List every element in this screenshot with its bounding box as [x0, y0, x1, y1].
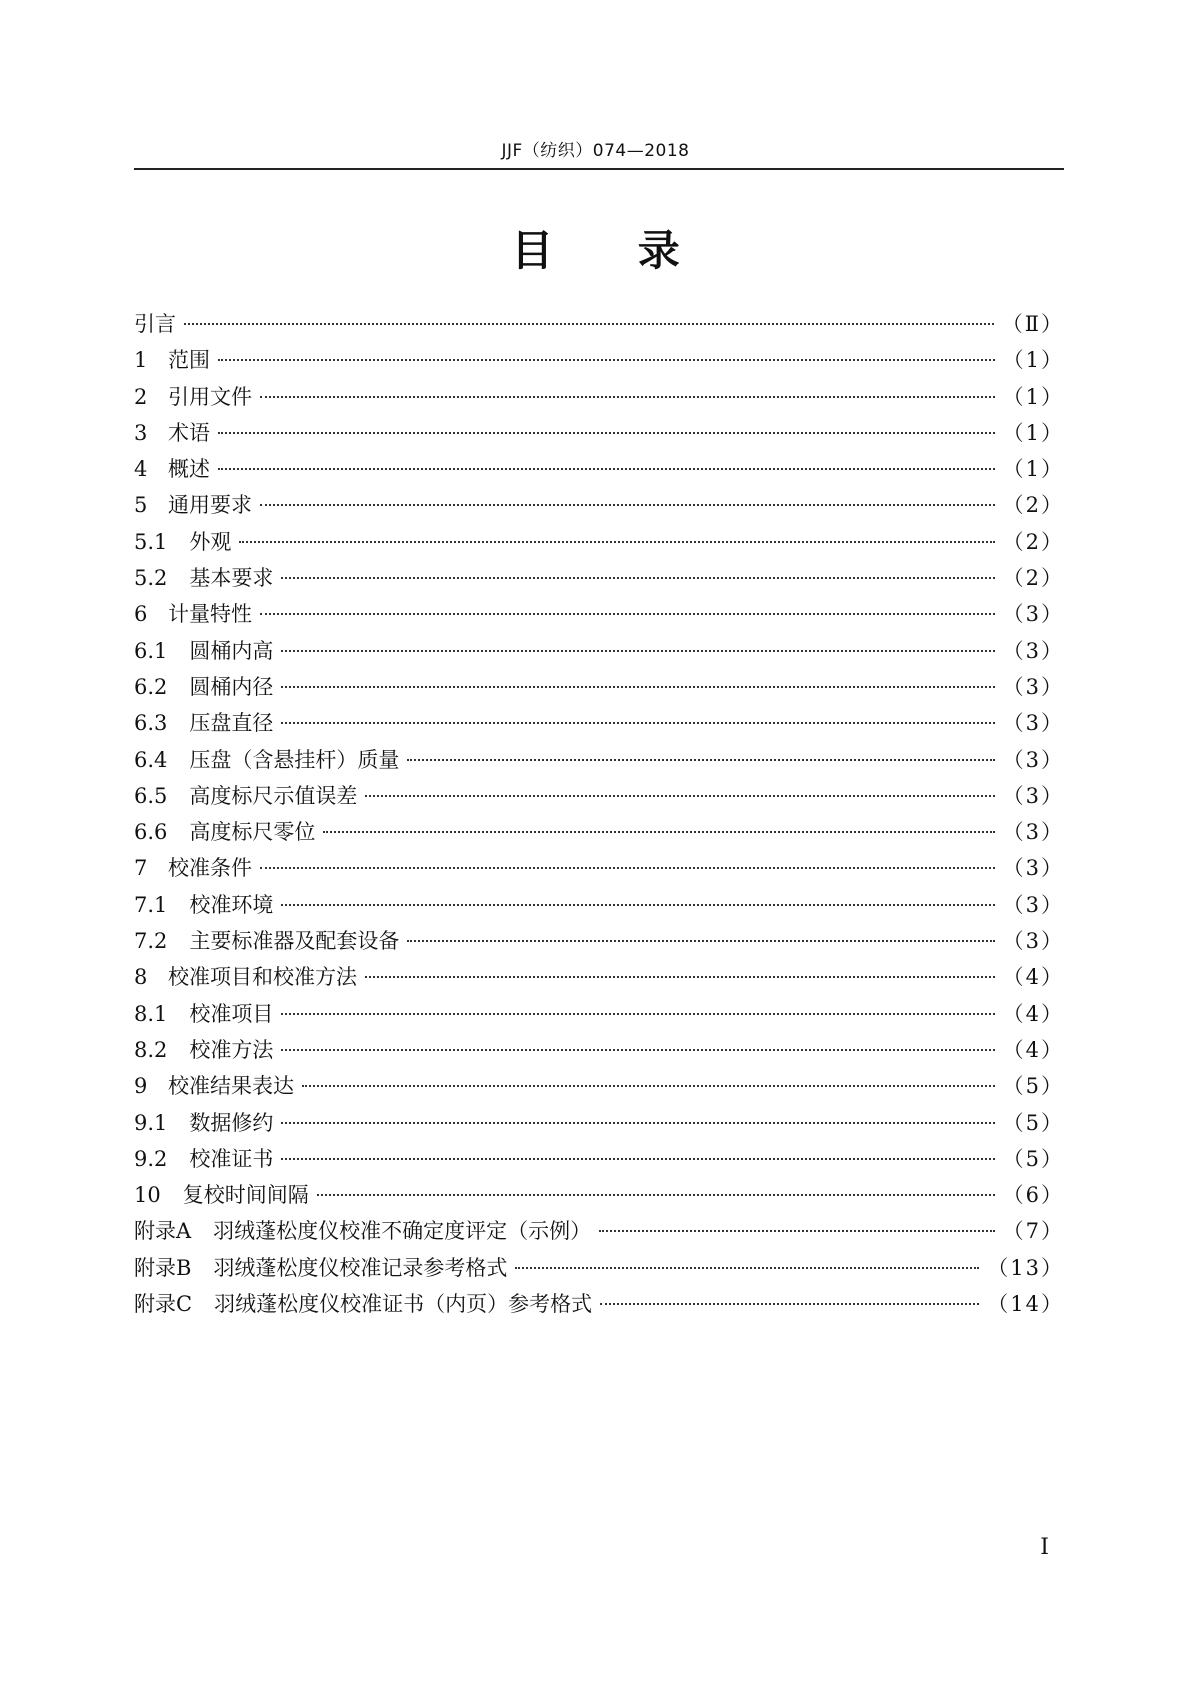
toc-entry-number: 10 — [134, 1183, 161, 1208]
toc-entry-number: 9.2 — [134, 1146, 168, 1171]
toc-entry-label: 校准条件 — [168, 856, 252, 881]
dot-leader — [407, 759, 994, 761]
toc-entry[interactable] — [134, 417, 1064, 453]
dot-leader — [218, 359, 995, 361]
toc-entry-number: 6.2 — [134, 674, 168, 699]
dot-leader — [218, 432, 995, 434]
toc-entry-label: 羽绒蓬松度仪校准不确定度评定（示例） — [213, 1219, 592, 1244]
dot-leader — [239, 541, 994, 543]
toc-entry-number: 1 — [134, 348, 148, 373]
toc-entry-page: （5） — [1002, 1146, 1064, 1171]
toc-entry-page: （3） — [1002, 747, 1064, 772]
toc-entry[interactable] — [134, 489, 1064, 525]
toc-entry-label: 基本要求 — [189, 566, 274, 591]
toc-entry[interactable] — [134, 889, 1064, 925]
toc-entry-page: （3） — [1002, 856, 1064, 881]
toc-entry[interactable] — [134, 1107, 1064, 1143]
toc-entry-page: （5） — [1002, 1110, 1064, 1135]
dot-leader — [323, 831, 994, 833]
toc-entry-page: （1） — [1002, 348, 1064, 373]
toc-entry-number: 5.2 — [134, 566, 168, 591]
toc-entry-page: （1） — [1002, 384, 1064, 409]
dot-leader — [281, 686, 994, 688]
toc-entry-page: （Ⅱ） — [1001, 312, 1064, 336]
header-rule — [134, 168, 1064, 170]
toc-entry-page: （6） — [1002, 1183, 1064, 1208]
toc-entry-label: 校准证书 — [189, 1146, 274, 1171]
toc-entry-number: 5 — [134, 493, 148, 518]
toc-entry-page: （2） — [1002, 529, 1064, 554]
toc-entry[interactable] — [134, 526, 1064, 562]
dot-leader — [365, 795, 994, 797]
dot-leader — [365, 976, 995, 978]
dot-leader — [515, 1267, 979, 1269]
toc-entry[interactable] — [134, 1070, 1064, 1106]
toc-entry-page: （3） — [1002, 820, 1064, 845]
toc-entry[interactable] — [134, 780, 1064, 816]
toc-entry[interactable] — [134, 453, 1064, 489]
toc-entry-number: 6.1 — [134, 638, 168, 663]
toc-entry-number: 附录C — [134, 1292, 193, 1317]
toc-entry-number: 9 — [134, 1074, 148, 1099]
toc-entry-label: 复校时间间隔 — [182, 1183, 309, 1208]
dot-leader — [260, 396, 995, 398]
toc-entry-page: （1） — [1002, 457, 1064, 482]
toc-entry-page: （3） — [1002, 783, 1064, 808]
toc-entry-page: （1） — [1002, 420, 1064, 445]
toc-entry-label: 压盘（含悬挂杆）质量 — [189, 747, 400, 772]
toc-entry-label: 数据修约 — [189, 1110, 274, 1135]
toc-entry-number: 3 — [134, 420, 148, 445]
toc-entry-label: 外观 — [189, 529, 232, 554]
dot-leader — [260, 867, 995, 869]
toc-entry-number: 8.1 — [134, 1001, 168, 1026]
toc-entry[interactable] — [134, 598, 1064, 634]
dot-leader — [218, 468, 995, 470]
toc-entry-number: 6.5 — [134, 783, 168, 808]
toc-entry-label: 校准方法 — [189, 1037, 274, 1062]
toc-entry-number: 6.6 — [134, 820, 168, 845]
toc-entry-page: （3） — [1002, 711, 1064, 736]
toc-entry-label: 圆桶内径 — [189, 674, 274, 699]
dot-leader — [281, 650, 994, 652]
toc-entry-number: 5.1 — [134, 529, 168, 554]
toc-entry-label: 羽绒蓬松度仪校准记录参考格式 — [213, 1255, 508, 1280]
toc-entry-number: 6.3 — [134, 711, 168, 736]
toc-entry[interactable] — [134, 707, 1064, 743]
toc-entry[interactable] — [134, 1034, 1064, 1070]
toc-entry-number: 8.2 — [134, 1037, 168, 1062]
toc-entry-label: 校准环境 — [189, 892, 274, 917]
toc-entry[interactable] — [134, 381, 1064, 417]
toc-entry-page: （3） — [1002, 602, 1064, 627]
toc-entry-number: 7 — [134, 856, 148, 881]
toc-entry-label: 术语 — [168, 420, 210, 445]
toc-entry-label: 通用要求 — [168, 493, 252, 518]
dot-leader — [260, 504, 995, 506]
dot-leader — [281, 722, 994, 724]
toc-entry[interactable] — [134, 816, 1064, 852]
dot-leader — [600, 1303, 979, 1305]
toc-entry[interactable] — [134, 1215, 1064, 1251]
toc-entry-page: （3） — [1002, 929, 1064, 954]
toc-entry-label: 概述 — [168, 457, 210, 482]
toc-entry-label: 高度标尺示值误差 — [189, 783, 358, 808]
toc-entry-page: （3） — [1002, 674, 1064, 699]
toc-entry-label: 计量特性 — [168, 602, 252, 627]
page-number: Ⅰ — [1040, 1535, 1049, 1560]
toc-entry-label: 范围 — [168, 348, 210, 373]
dot-leader — [281, 1158, 994, 1160]
toc-entry[interactable] — [134, 852, 1064, 888]
toc-entry-page: （7） — [1002, 1219, 1064, 1244]
toc-entry[interactable] — [134, 562, 1064, 598]
toc-entry-page: （2） — [1002, 566, 1064, 591]
toc-entry-label: 主要标准器及配套设备 — [189, 929, 400, 954]
dot-leader — [281, 1013, 994, 1015]
dot-leader — [281, 1122, 994, 1124]
running-header: JJF（纺织）074—2018 — [501, 141, 690, 161]
toc-entry-label: 引用文件 — [168, 384, 252, 409]
toc-entry-label: 校准结果表达 — [168, 1074, 294, 1099]
toc-entry[interactable] — [134, 671, 1064, 707]
toc-entry-number: 8 — [134, 965, 148, 990]
page-title: 目 录 — [511, 226, 680, 275]
toc-entry[interactable] — [134, 998, 1064, 1034]
toc-entry-label: 校准项目 — [189, 1001, 274, 1026]
toc-entry[interactable] — [134, 1288, 1064, 1324]
toc-entry-page: （4） — [1002, 1037, 1064, 1062]
toc-entry[interactable] — [134, 744, 1064, 780]
toc-entry-label: 高度标尺零位 — [189, 820, 316, 845]
dot-leader — [281, 904, 994, 906]
dot-leader — [184, 323, 994, 325]
toc-entry-label: 引言 — [134, 312, 176, 336]
toc-entry-number: 9.1 — [134, 1110, 168, 1135]
table-of-contents — [134, 308, 1064, 1324]
toc-entry-page: （5） — [1002, 1074, 1064, 1099]
toc-entry-label: 羽绒蓬松度仪校准证书（内页）参考格式 — [214, 1292, 593, 1317]
toc-entry-number: 4 — [134, 457, 148, 482]
toc-entry[interactable] — [134, 1143, 1064, 1179]
toc-entry-number: 6.4 — [134, 747, 168, 772]
dot-leader — [407, 940, 994, 942]
toc-entry-page: （4） — [1002, 1001, 1064, 1026]
dot-leader — [260, 613, 995, 615]
toc-entry-number: 7.2 — [134, 929, 168, 954]
toc-entry-page: （3） — [1002, 892, 1064, 917]
toc-entry-page: （4） — [1002, 965, 1064, 990]
toc-entry-label: 压盘直径 — [189, 711, 274, 736]
toc-entry-number: 附录A — [134, 1219, 192, 1244]
toc-entry[interactable] — [134, 344, 1064, 380]
toc-entry-page: （3） — [1002, 638, 1064, 663]
toc-entry[interactable] — [134, 961, 1064, 997]
toc-entry-page: （13） — [987, 1255, 1064, 1280]
dot-leader — [599, 1230, 994, 1232]
toc-entry-number: 6 — [134, 602, 148, 627]
dot-leader — [302, 1085, 995, 1087]
toc-entry-label: 圆桶内高 — [189, 638, 274, 663]
toc-entry-label: 校准项目和校准方法 — [168, 965, 357, 990]
dot-leader — [317, 1194, 995, 1196]
toc-entry-number: 2 — [134, 384, 148, 409]
toc-entry[interactable] — [134, 1252, 1064, 1288]
toc-entry[interactable] — [134, 1179, 1064, 1215]
toc-entry-number: 附录B — [134, 1255, 192, 1280]
dot-leader — [281, 577, 994, 579]
toc-entry[interactable] — [134, 925, 1064, 961]
toc-entry[interactable] — [134, 635, 1064, 671]
toc-entry-page: （2） — [1002, 493, 1064, 518]
toc-entry-page: （14） — [987, 1292, 1064, 1317]
toc-entry-number: 7.1 — [134, 892, 168, 917]
toc-entry[interactable] — [134, 308, 1064, 344]
dot-leader — [281, 1049, 994, 1051]
